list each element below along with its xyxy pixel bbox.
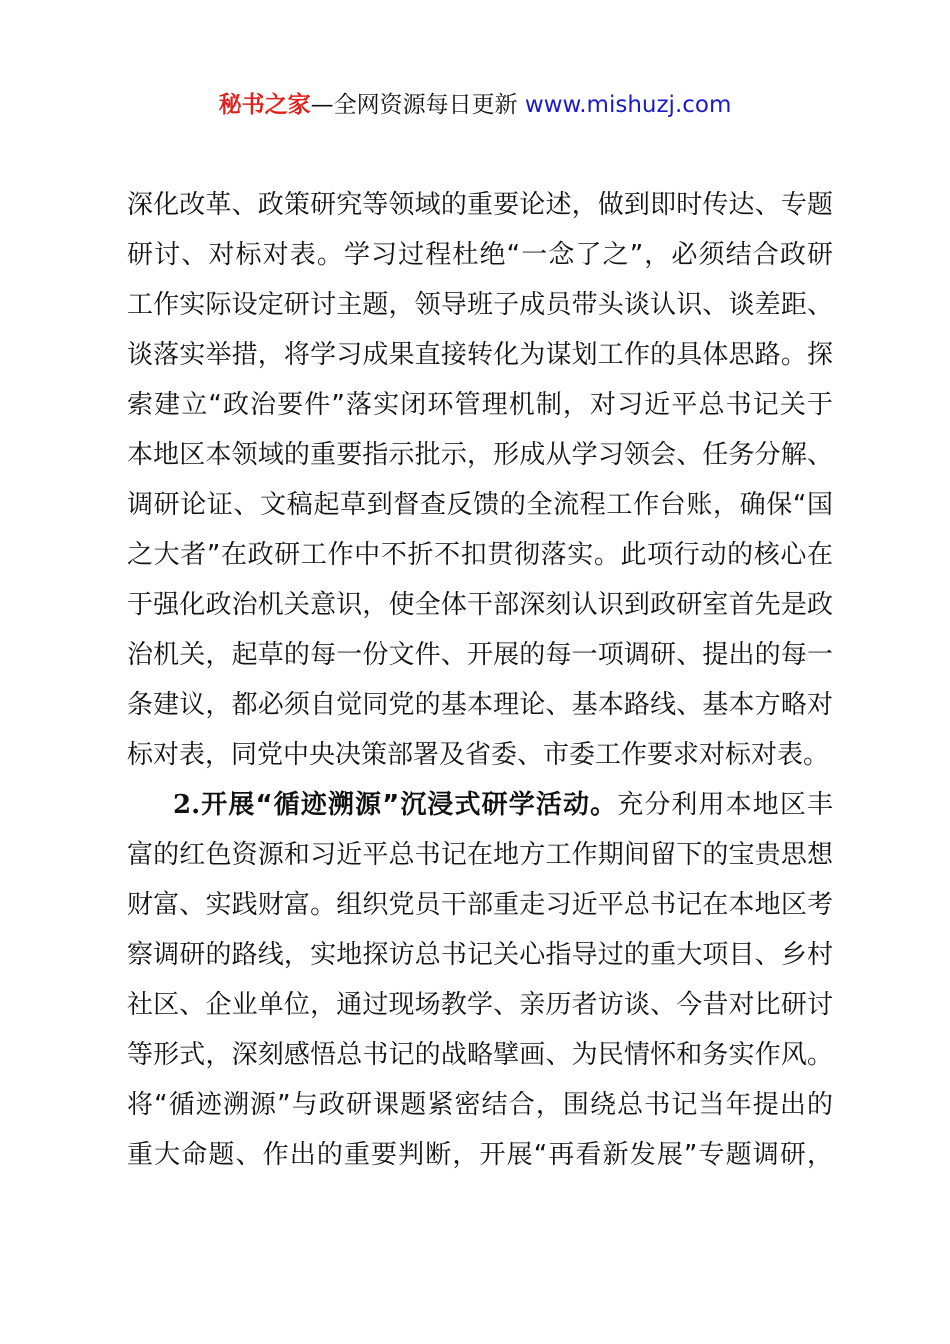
text-line: 治机关，起草的每一份文件、开展的每一项调研、提出的每一 xyxy=(127,640,833,670)
header-tagline: —全网资源每日更新 xyxy=(310,92,518,118)
section-number: 2. xyxy=(173,790,201,820)
text-line: 条建议，都必须自觉同党的基本理论、基本路线、基本方略对 xyxy=(127,690,833,720)
text-line: 将“循迹溯源”与政研课题紧密结合，围绕总书记当年提出的 xyxy=(127,1090,833,1120)
section-heading: 开展“循迹溯源”沉浸式研学活动。 xyxy=(200,790,618,820)
paragraph-1 xyxy=(127,180,833,780)
text-line: 调研论证、文稿起草到督查反馈的全流程工作台账，确保“国 xyxy=(127,490,833,520)
text-line: 等形式，深刻感悟总书记的战略擘画、为民情怀和务实作风。 xyxy=(127,1040,833,1070)
text-line: 社区、企业单位，通过现场教学、亲历者访谈、今昔对比研讨 xyxy=(127,990,833,1020)
text-line: 标对表，同党中央决策部署及省委、市委工作要求对标对表。 xyxy=(127,740,830,770)
text-line: 富的红色资源和习近平总书记在地方工作期间留下的宝贵思想 xyxy=(127,840,833,870)
text-line: 索建立“政治要件”落实闭环管理机制，对习近平总书记关于 xyxy=(127,390,833,420)
text-line: 研讨、对标对表。学习过程杜绝“一念了之”，必须结合政研 xyxy=(127,240,833,270)
text-line: 工作实际设定研讨主题，领导班子成员带头谈认识、谈差距、 xyxy=(127,290,833,320)
document-body xyxy=(127,180,833,1180)
text-line: 谈落实举措，将学习成果直接转化为谋划工作的具体思路。探 xyxy=(127,340,833,370)
text-line: 于强化政治机关意识，使全体干部深刻认识到政研室首先是政 xyxy=(127,590,833,620)
text-line: 财富、实践财富。组织党员干部重走习近平总书记在本地区考 xyxy=(127,890,833,920)
text-segment: 充分利用本地区丰 xyxy=(617,790,833,820)
text-line: 之大者”在政研工作中不折不扣贯彻落实。此项行动的核心在 xyxy=(127,540,833,570)
paragraph-2 xyxy=(127,780,833,1180)
text-line: 重大命题、作出的重要判断，开展“再看新发展”专题调研， xyxy=(127,1140,833,1170)
text-line: 本地区本领域的重要指示批示，形成从学习领会、任务分解、 xyxy=(127,440,833,470)
site-url-link[interactable]: www.mishuzj.com xyxy=(524,92,732,118)
section-heading-line xyxy=(127,780,833,830)
page-header xyxy=(0,88,950,122)
text-line: 察调研的路线，实地探访总书记关心指导过的重大项目、乡村 xyxy=(127,940,833,970)
text-line: 深化改革、政策研究等领域的重要论述，做到即时传达、专题 xyxy=(127,190,833,220)
brand-name: 秘书之家 xyxy=(218,92,311,118)
